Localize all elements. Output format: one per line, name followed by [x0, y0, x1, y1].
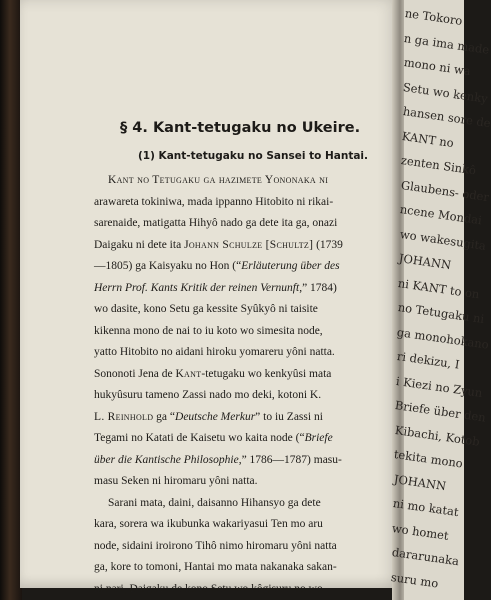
- facing-page-line: Kibachi, Kotob: [393, 422, 481, 449]
- text-line: L. Reinhold ga “Deutsche Merkur” to iu Zassi ni: [94, 410, 323, 423]
- text-line: Sarani mata, daini, daisanno Hihansyo ga dete: [108, 496, 321, 509]
- text-line: Kant no Tetugaku ga hazimete Yononaka ni: [108, 174, 329, 186]
- subsection-heading: (1) Kant-tetugaku no Sansei to Hantai.: [138, 150, 369, 162]
- facing-page-line: wo wakesugita: [398, 226, 487, 253]
- text-line: Tegami no Katati de Kaisetu wo kaita node (“Briefe: [94, 432, 333, 444]
- facing-page-line: tekita mono: [393, 447, 464, 471]
- section-heading: § 4. Kant-tetugaku no Ukeire.: [120, 120, 361, 136]
- text-line: —1805) ga Kaisyaku no Hon (“Erläuterung über des: [94, 260, 340, 272]
- facing-page-line: KANT no: [401, 128, 455, 150]
- text-line: ga, kore to tomoni, Hantai mo mata nakanaka sakan-: [94, 561, 337, 573]
- facing-page-line: wo homet: [391, 520, 450, 543]
- text-line: Daigaku ni dete ita Johann Schulze [Schultz] (1739: [94, 238, 343, 251]
- facing-page-line: mono ni wa: [402, 55, 472, 79]
- facing-page-line: zenten Sinkô: [400, 153, 478, 178]
- facing-page-line: ri dekizu, I: [395, 349, 460, 372]
- text-line: ni nari, Daigaku de kono Setu wo kôgisuru no wo: [94, 582, 323, 595]
- facing-page-line: Briefe über den: [394, 398, 487, 425]
- facing-page-line: JOHANN: [392, 471, 447, 493]
- text-line: hukyûsuru tameno Zassi nado mo deki, kotoni K.: [94, 389, 322, 401]
- facing-page-line: i Kiezi no Zyun: [395, 373, 484, 400]
- text-line: sarenaide, matigatta Hihyô nado ga dete ita ga, onazi: [94, 217, 338, 229]
- facing-page-line: JOHANN: [398, 251, 452, 273]
- text-line: yatto Hitobito no aidani hiroku yomareru yôni natta.: [94, 346, 335, 358]
- facing-page-line: hansen sore de: [401, 104, 491, 131]
- text-line: Herrn Prof. Kants Kritik der reinen Vernunft,” 1784): [94, 281, 337, 294]
- facing-page-line: Glaubens- oder: [399, 177, 490, 204]
- facing-page-line: ne Tokoro: [404, 6, 464, 28]
- facing-page-line: suru mo: [390, 569, 440, 591]
- text-line: wo dasite, kono Setu ga kessite Syûkyô ni taisite: [94, 303, 318, 315]
- text-line: kikenna mono de nai to iu koto wo simesita node,: [94, 324, 323, 337]
- text-line: über die Kantische Philosophie,” 1786—1787) masu-: [94, 453, 342, 466]
- facing-page-line: ni KANT to on: [397, 275, 481, 301]
- body-text: [94, 170, 390, 600]
- left-page: [20, 0, 398, 595]
- facing-page-line: n ga ima made: [403, 30, 491, 57]
- facing-page: [390, 0, 491, 600]
- facing-page-line: ga monohokano: [396, 324, 490, 352]
- facing-page-line: Setu wo kenky: [402, 79, 489, 106]
- facing-page-line: ni mo katat: [392, 496, 460, 520]
- book-cover-edge: [0, 0, 22, 600]
- text-line: node, sidaini iroirono Tihô nimo hiromaru yôni natta: [94, 539, 337, 552]
- text-line: arawareta tokiniwa, mada ippanno Hitobito ni rikai-: [94, 195, 334, 208]
- facing-page-line: no Tetugaku ni: [396, 300, 485, 326]
- facing-page-line: ncene Mondai: [399, 202, 483, 228]
- text-line: kara, sorera wa ikubunka wakariyasui Ten mo aru: [94, 518, 323, 530]
- text-line: Sononoti Jena de Kant-tetugaku wo kenkyûsi mata: [94, 367, 332, 380]
- facing-page-line: dararunaka: [390, 545, 460, 569]
- text-line: masu Seken ni hiromaru yôni natta.: [94, 475, 258, 487]
